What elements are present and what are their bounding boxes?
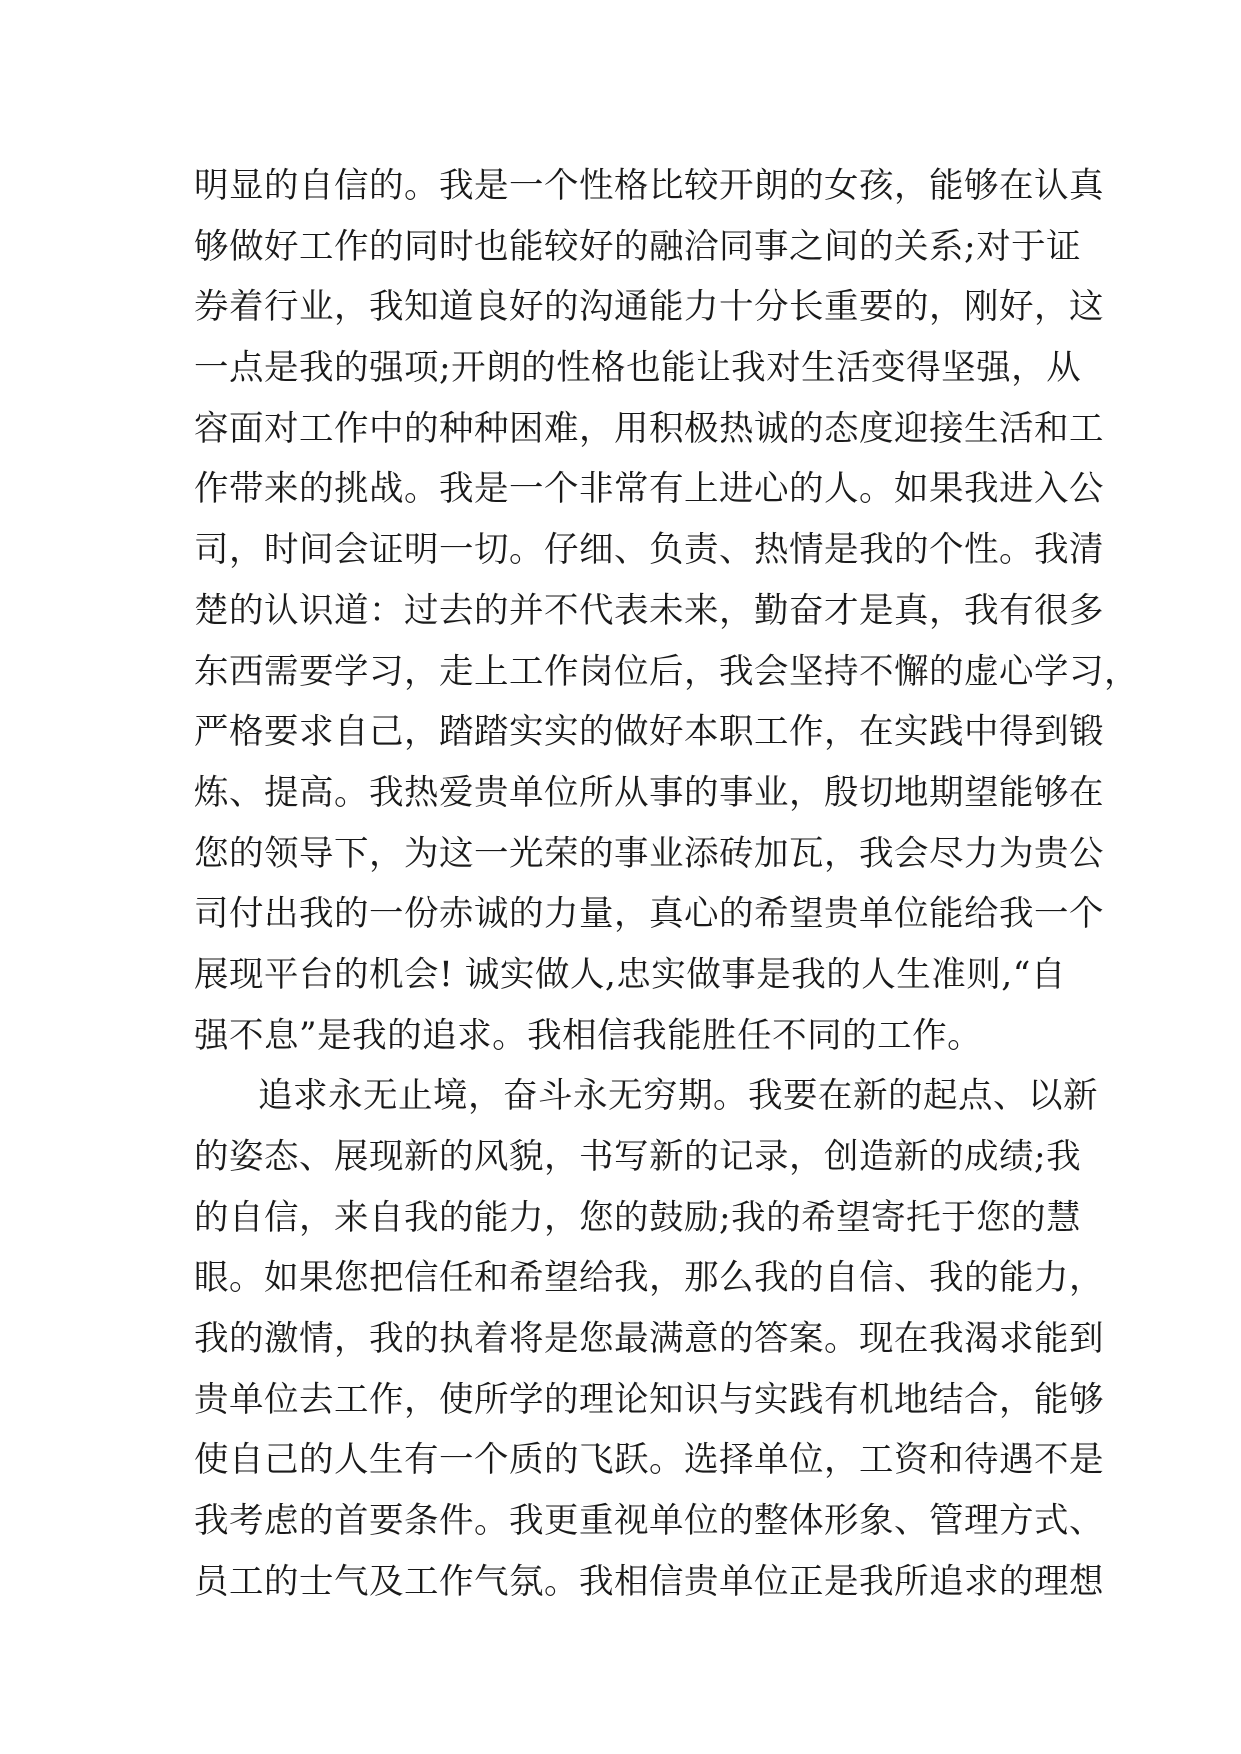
paragraph-1 [194,156,1139,1066]
text-line: 贵单位去工作，使所学的理论知识与实践有机地结合，能够 [194,1379,1104,1420]
text-line: 作带来的挑战。我是一个非常有上进心的人。如果我进入公 [194,469,1104,510]
text-line: 您的领导下，为这一光荣的事业添砖加瓦，我会尽力为贵公 [194,833,1104,874]
text-line: 眼。如果您把信任和希望给我，那么我的自信、我的能力， [194,1258,1104,1299]
text-line: 一点是我的强项;开朗的性格也能让我对生活变得坚强，从 [194,348,1082,389]
text-line: 券着行业，我知道良好的沟通能力十分长重要的，刚好，这 [194,287,1104,328]
text-line: 容面对工作中的种种困难，用积极热诚的态度迎接生活和工 [194,408,1104,449]
text-line: 员工的士气及工作气氛。我相信贵单位正是我所追求的理想 [194,1561,1104,1602]
text-line: 我的激情，我的执着将是您最满意的答案。现在我渴求能到 [194,1319,1104,1360]
text-line: 强不息”是我的追求。我相信我能胜任不同的工作。 [194,1015,983,1056]
text-line: 严格要求自己，踏踏实实的做好本职工作，在实践中得到锻 [194,712,1104,753]
text-line: 司，时间会证明一切。仔细、负责、热情是我的个性。我清 [194,530,1104,571]
text-line: 明显的自信的。我是一个性格比较开朗的女孩，能够在认真 [194,166,1104,206]
text-line: 的姿态、展现新的风貌，书写新的记录，创造新的成绩;我 [194,1137,1082,1177]
text-line: 东西需要学习，走上工作岗位后，我会坚持不懈的虚心学习， [194,651,1139,692]
text-line: 展现平台的机会! 诚实做人,忠实做事是我的人生准则,“自 [194,954,1066,995]
text-line: 我考虑的首要条件。我更重视单位的整体形象、管理方式、 [194,1501,1104,1542]
document-body [194,156,1139,1613]
text-line: 追求永无止境，奋斗永无穷期。我要在新的起点、以新 [258,1076,1098,1117]
text-line: 的自信，来自我的能力，您的鼓励;我的希望寄托于您的慧 [194,1197,1082,1238]
text-line: 楚的认识道：过去的并不代表未来，勤奋才是真，我有很多 [194,590,1104,631]
paragraph-2 [194,1066,1104,1612]
text-line: 够做好工作的同时也能较好的融洽同事之间的关系;对于证 [194,226,1082,267]
text-line: 使自己的人生有一个质的飞跃。选择单位，工资和待遇不是 [194,1440,1104,1481]
text-line: 炼、提高。我热爱贵单位所从事的事业，殷切地期望能够在 [194,772,1104,813]
text-line: 司付出我的一份赤诚的力量，真心的希望贵单位能给我一个 [194,894,1104,935]
